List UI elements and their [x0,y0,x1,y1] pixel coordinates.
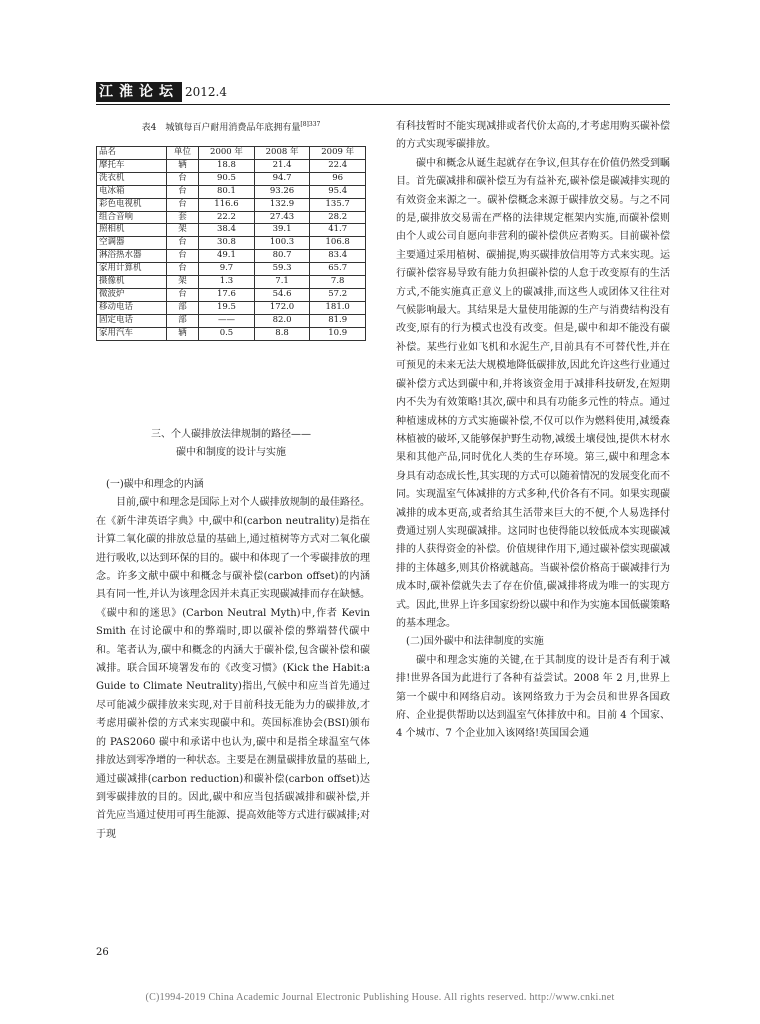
table-cell: 81.9 [310,314,366,327]
journal-logo: 江淮论坛 [96,82,182,102]
table-cell: 100.3 [254,237,310,250]
copyright-footer: (C)1994-2019 China Academic Journal Electronic Publishing House. All rights reserved. http://www.cnki.net [145,992,615,1003]
table-cell: 照相机 [97,224,167,237]
table-cell: 57.2 [310,288,366,301]
table-cell: 架 [166,276,198,289]
table-cell: 132.9 [254,198,310,211]
section-title-line1: 三、个人碳排放法律规制的路径—— [151,429,311,440]
table-cell: 17.6 [199,288,255,301]
table-cell: 30.8 [199,237,255,250]
table-cell: —— [199,314,255,327]
table-cell: 59.3 [254,263,310,276]
table-cell: 1.3 [199,276,255,289]
table-cell: 摩托车 [97,159,167,172]
table-cell: 摄像机 [97,276,167,289]
table-cell: 台 [166,288,198,301]
table-cell: 96 [310,172,366,185]
table-cell: 部 [166,314,198,327]
subheading-foreign-practice: (二)国外碳中和法律制度的实施 [406,636,544,648]
table-cell: 95.4 [310,185,366,198]
table-cell: 淋浴热水器 [97,250,167,263]
table-row [97,276,366,289]
table-row [97,211,366,224]
table-caption [96,118,366,135]
table-cell: 空调器 [97,237,167,250]
table-column-header: 2000 年 [199,147,255,160]
table-row [97,185,366,198]
right-paragraph-2: 碳中和理念实施的关键,在于其制度的设计是否有利于减排!世界各国为此进行了各种有益尝试。2008 年 2 月,世界上第一个碳中和网络启动。该网络致力于为会员和世界各国政府、企业提供帮助以达到温室气体排放中和。目前 4 个国家、4 个城市、7 个企业加入该网络!英国国会通 [396,654,670,740]
table-row [97,327,366,340]
table-cell: 部 [166,301,198,314]
table-cell: 8.8 [254,327,310,340]
table-column-header: 品名 [97,147,167,160]
left-column [96,476,370,844]
table-cell: 80.7 [254,250,310,263]
table-cell: 10.9 [310,327,366,340]
table-cell: 9.7 [199,263,255,276]
table-cell: 90.5 [199,172,255,185]
table-cell: 家用计算机 [97,263,167,276]
table-cell: 彩色电视机 [97,198,167,211]
table-cell: 135.7 [310,198,366,211]
table-row [97,263,366,276]
table-cell: 辆 [166,327,198,340]
table-body [97,159,366,340]
table-cell: 106.8 [310,237,366,250]
table-cell: 28.2 [310,211,366,224]
table-row [97,172,366,185]
table-column-header: 2008 年 [254,147,310,160]
table-cell: 22.4 [310,159,366,172]
table-row [97,224,366,237]
table-column-header: 2009 年 [310,147,366,160]
header-rule [96,104,670,105]
subheading-concept: (一)碳中和理念的内涵 [106,479,204,490]
table-cell: 台 [166,198,198,211]
table-cell: 21.4 [254,159,310,172]
table-cell: 套 [166,211,198,224]
table-cell: 22.2 [199,211,255,224]
table-header-row [97,147,366,160]
table-cell: 94.7 [254,172,310,185]
journal-issue: 2012.4 [185,85,227,99]
page-number: 26 [96,947,109,958]
table-row [97,198,366,211]
table-cell: 39.1 [254,224,310,237]
table-cell: 83.4 [310,250,366,263]
table-citation: [8]337 [300,121,321,128]
table-row [97,301,366,314]
table-cell: 洗衣机 [97,172,167,185]
table-cell: 0.5 [199,327,255,340]
table-cell: 82.0 [254,314,310,327]
table-cell: 49.1 [199,250,255,263]
table-cell: 移动电话 [97,301,167,314]
table-cell: 固定电话 [97,314,167,327]
durable-goods-table [96,146,366,341]
table-cell: 台 [166,250,198,263]
table-cell: 116.6 [199,198,255,211]
left-paragraph: 目前,碳中和理念是国际上对个人碳排放规制的最佳路径。在《新牛津英语字典》中,碳中和(carbon neutrality)是指在计算二氧化碳的排放总量的基础上,通过植树等方式对二氧化碳进行吸收,以达到环保的目的。碳中和体现了一个零碳排放的理念。许多文献中碳中和概念与碳补偿(carbon offset)的内涵具有同一性,并认为该理念因并未真正实现碳减排而存在缺憾。《碳中和的迷思》(Carbon Neutral Myth)中,作者 Kevin Smith 在讨论碳中和的弊端时,即以碳补偿的弊端替代碳中和。笔者认为,碳中和概念的内涵大于碳补偿,包含碳补偿和碳减排。联合国环境署发布的《改变习惯》(Kick the Habit:a Guide to Climate Neutrality)指出,气候中和应当首先通过尽可能减少碳排放来实现,对于目前科技无能为力的碳排放,才考虑用碳补偿的方式来实现碳中和。英国标准协会(BSI)颁布的 PAS2060 碳中和承诺中也认为,碳中和是指全球温室气体排放达到零净增的一种状态。主要是在测量碳排放量的基础上,通过碳减排(carbon reduction)和碳补偿(carbon offset)达到零碳排放的目的。因此,碳中和应当包括碳减排和碳补偿,并首先应当通过使用可再生能源、提高效能等方式进行碳减排;对于现 [96,497,370,840]
table-cell: 93.26 [254,185,310,198]
right-column [396,118,670,744]
table-caption-text: 表4 城镇每百户耐用消费品年底拥有量 [141,123,301,133]
table-cell: 台 [166,172,198,185]
table-cell: 181.0 [310,301,366,314]
table-cell: 38.4 [199,224,255,237]
table-cell: 27.43 [254,211,310,224]
table-cell: 18.8 [199,159,255,172]
table-cell: 65.7 [310,263,366,276]
table-column-header: 单位 [166,147,198,160]
table-cell: 家用汽车 [97,327,167,340]
table-row [97,250,366,263]
table-cell: 41.7 [310,224,366,237]
table-cell: 80.1 [199,185,255,198]
table-row [97,159,366,172]
table-cell: 台 [166,237,198,250]
table-cell: 辆 [166,159,198,172]
table-cell: 电冰箱 [97,185,167,198]
table-cell: 台 [166,185,198,198]
table-cell: 19.5 [199,301,255,314]
table-row [97,237,366,250]
table-cell: 7.8 [310,276,366,289]
table-row [97,288,366,301]
table-cell: 台 [166,263,198,276]
table-row [97,314,366,327]
right-paragraph-continued: 有科技暂时不能实现减排或者代价太高的,才考虑用购买碳补偿的方式实现零碳排放。 [396,121,670,151]
table-cell: 7.1 [254,276,310,289]
table-cell: 微波炉 [97,288,167,301]
table-cell: 架 [166,224,198,237]
table-cell: 172.0 [254,301,310,314]
table-cell: 组合音响 [97,211,167,224]
right-paragraph-1: 碳中和概念从诞生起就存在争议,但其存在价值仍然受到瞩目。首先碳减排和碳补偿互为有益补充,碳补偿是碳减排实现的有效资金来源之一。碳补偿概念来源于碳排放交易。与之不同的是,碳排放交易需在严格的法律规定框架内实施,而碳补偿则由个人或公司自愿向非营利的碳补偿供应者购买。目前碳补偿主要通过采用植树、碳捕捉,购买碳排放信用等方式来实现。运行碳补偿容易导致有能力负担碳补偿的人怠于改变原有的生活方式,不能实施真正意义上的碳减排,而这些人或团体又往往对气候影响最大。其结果是大量使用能源的生产与消费结构没有改变,原有的行为模式也没有改变。但是,碳中和却不能没有碳补偿。某些行业如飞机和水泥生产,目前具有不可替代性,并在可预见的未来无法大规模地降低碳排放,因此允许这些行业通过碳补偿方式达到碳中和,并将该资金用于减排科技研发,在短期内不失为有效策略!其次,碳中和具有功能多元性的特点。通过种植速成林的方式实施碳补偿,不仅可以作为燃料使用,减缓森林植被的破坏,又能够保护野生动物,减缓土壤侵蚀,提供木材水果和其他产品,同时优化人类的生存环境。第三,碳中和理念本身具有动态成长性,其实现的方式可以随着情况的发展变化而不同。实现温室气体减排的方式多种,代价各有不同。如果实现碳减排的成本更高,或者给其生活带来巨大的不便,个人易选择付费通过别人实现碳减排。这同时也使得能以较低成本实现碳减排的人获得资金的补偿。价值规律作用下,通过碳补偿实现碳减排的主体越多,则其价格就越高。当碳补偿价格高于碳减排行为成本时,碳补偿就失去了存在价值,碳减排将成为唯一的实现方式。因此,世界上许多国家纷纷以碳中和作为实施本国低碳策略的基本理念。 [396,157,670,629]
section-title-line2: 碳中和制度的设计与实施 [176,447,286,458]
table-cell: 54.6 [254,288,310,301]
